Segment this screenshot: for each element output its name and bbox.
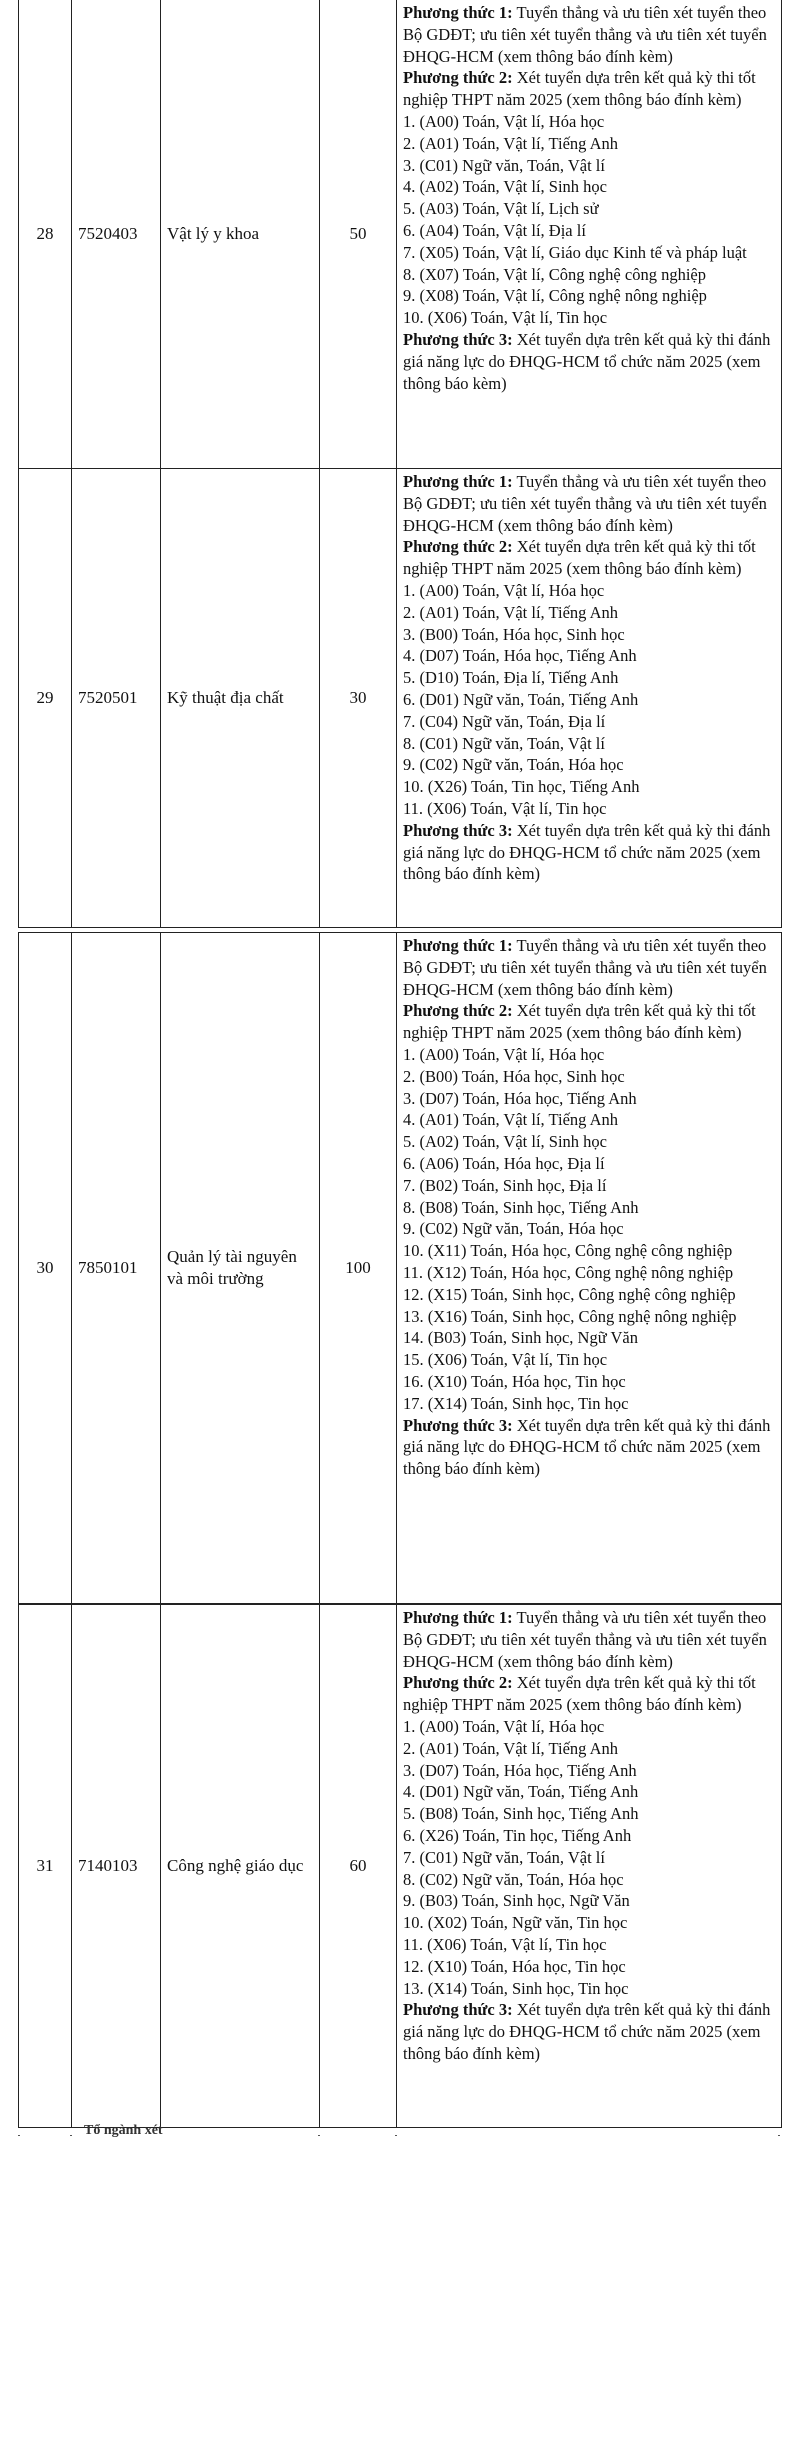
- next-row-fragment-text: Tổ ngành xét: [84, 2123, 163, 2138]
- admission-method-label: Phương thức 3:: [403, 1415, 513, 1435]
- admission-method-text: Xét tuyển dựa trên kết quả kỳ thi đánh giá năng lực do ĐHQG-HCM tổ chức năm 2025 (xem thông báo đính kèm): [403, 1415, 771, 1479]
- row-quota: 50: [349, 224, 367, 243]
- admission-method-text: Xét tuyển dựa trên kết quả kỳ thi tốt nghiệp THPT năm 2025 (xem thông báo đính kèm): [403, 537, 756, 579]
- subject-combination-item: 8. (X07) Toán, Vật lí, Công nghệ công nghiệp: [403, 264, 706, 284]
- admission-method-text: Xét tuyển dựa trên kết quả kỳ thi đánh giá năng lực do ĐHQG-HCM tổ chức năm 2025 (xem thông báo kèm): [403, 329, 771, 393]
- admission-method-label: Phương thức 3:: [403, 820, 513, 840]
- subject-combination-item: 4. (D07) Toán, Hóa học, Tiếng Anh: [403, 646, 637, 666]
- subject-combination-item: 13. (X16) Toán, Sinh học, Công nghệ nông nghiệp: [403, 1306, 737, 1326]
- subject-combination-item: 1. (A00) Toán, Vật lí, Hóa học: [403, 1044, 605, 1064]
- subject-combination-item: 5. (D10) Toán, Địa lí, Tiếng Anh: [403, 668, 619, 688]
- admission-method-item: [403, 1607, 775, 1672]
- row-admission-methods: [397, 0, 781, 468]
- subject-combination-item: 6. (A04) Toán, Vật lí, Địa lí: [403, 220, 586, 240]
- admission-method-text: Tuyển thẳng và ưu tiên xét tuyển theo Bộ GDĐT; ưu tiên xét tuyển thẳng và ưu tiên xét tuyển ĐHQG-HCM (xem thông báo đính kèm): [403, 936, 767, 999]
- subject-combination-item: 6. (A06) Toán, Hóa học, Địa lí: [403, 1153, 605, 1173]
- subject-combination-item: 4. (A01) Toán, Vật lí, Tiếng Anh: [403, 1110, 619, 1130]
- subject-combination-item: 5. (A02) Toán, Vật lí, Sinh học: [403, 1132, 608, 1152]
- row-stt: 29: [36, 688, 54, 707]
- admission-method-label: Phương thức 2:: [403, 68, 513, 88]
- subject-combination-item: 9. (C02) Ngữ văn, Toán, Hóa học: [403, 755, 624, 775]
- subject-combination-item: 2. (A01) Toán, Vật lí, Tiếng Anh: [403, 602, 619, 622]
- subject-combination-item: 7. (B02) Toán, Sinh học, Địa lí: [403, 1175, 607, 1195]
- table-block-row-29: [18, 468, 782, 928]
- admission-method-item: [403, 2, 775, 67]
- row-stt: 28: [36, 224, 54, 243]
- admission-method-item: [403, 1000, 775, 1044]
- admission-method-text: Tuyển thẳng và ưu tiên xét tuyển theo Bộ GDĐT; ưu tiên xét tuyển thẳng và ưu tiên xét tuyển ĐHQG-HCM (xem thông báo đính kèm): [403, 1608, 767, 1671]
- row-major-code: 7520501: [78, 688, 138, 707]
- subject-combination-item: 14. (B03) Toán, Sinh học, Ngữ Văn: [403, 1328, 638, 1348]
- subject-combination-item: 4. (D01) Ngữ văn, Toán, Tiếng Anh: [403, 1782, 639, 1802]
- subject-combination-item: 15. (X06) Toán, Vật lí, Tin học: [403, 1350, 608, 1370]
- admission-method-text: Xét tuyển dựa trên kết quả kỳ thi đánh giá năng lực do ĐHQG-HCM tổ chức năm 2025 (xem thông báo đính kèm): [403, 2000, 771, 2063]
- row-major-name: Vật lý y khoa: [167, 224, 260, 243]
- subject-combination-item: 8. (C01) Ngữ văn, Toán, Vật lí: [403, 733, 605, 753]
- admission-method-item: [403, 1999, 775, 2064]
- admission-method-text: Tuyển thẳng và ưu tiên xét tuyển theo Bộ GDĐT; ưu tiên xét tuyển thẳng và ưu tiên xét tuyển ĐHQG-HCM (xem thông báo đính kèm): [403, 472, 767, 535]
- row-major-code: 7140103: [78, 1856, 138, 1875]
- row-admission-methods: [397, 933, 781, 1603]
- row-quota: 100: [345, 1258, 371, 1277]
- admission-method-item: [403, 935, 775, 1000]
- row-stt: 30: [36, 1258, 54, 1277]
- subject-combination-item: 10. (X11) Toán, Hóa học, Công nghệ công nghiệp: [403, 1241, 733, 1261]
- subject-combination-item: 3. (B00) Toán, Hóa học, Sinh học: [403, 624, 625, 644]
- admission-method-item: [403, 536, 775, 580]
- subject-combination-item: 3. (D07) Toán, Hóa học, Tiếng Anh: [403, 1760, 637, 1780]
- subject-combination-item: 9. (C02) Ngữ văn, Toán, Hóa học: [403, 1219, 624, 1239]
- subject-combination-item: 9. (B03) Toán, Sinh học, Ngữ Văn: [403, 1891, 630, 1911]
- subject-combination-item: 11. (X12) Toán, Hóa học, Công nghệ nông nghiệp: [403, 1262, 734, 1282]
- admission-method-text: Xét tuyển dựa trên kết quả kỳ thi tốt nghiệp THPT năm 2025 (xem thông báo đính kèm): [403, 68, 756, 110]
- subject-combination-item: 10. (X26) Toán, Tin học, Tiếng Anh: [403, 777, 640, 797]
- row-major-name: Quản lý tài nguyên và môi trường: [167, 1247, 297, 1288]
- admission-method-text: Xét tuyển dựa trên kết quả kỳ thi tốt nghiệp THPT năm 2025 (xem thông báo đính kèm): [403, 1673, 756, 1715]
- admission-method-label: Phương thức 3:: [403, 2000, 513, 2020]
- row-stt: 31: [36, 1856, 54, 1875]
- subject-combination-item: 11. (X06) Toán, Vật lí, Tin học: [403, 798, 607, 818]
- subject-combination-item: 8. (C02) Ngữ văn, Toán, Hóa học: [403, 1869, 624, 1889]
- admission-method-item: [403, 1415, 775, 1480]
- admission-method-item: [403, 329, 775, 394]
- subject-combination-item: 2. (A01) Toán, Vật lí, Tiếng Anh: [403, 133, 619, 153]
- subject-combination-item: 3. (C01) Ngữ văn, Toán, Vật lí: [403, 155, 605, 175]
- admission-method-text: Tuyển thẳng và ưu tiên xét tuyển theo Bộ GDĐT; ưu tiên xét tuyển thẳng và ưu tiên xét tuyển ĐHQG-HCM (xem thông báo đính kèm): [403, 3, 767, 66]
- subject-combination-item: 4. (A02) Toán, Vật lí, Sinh học: [403, 177, 608, 197]
- subject-combination-item: 12. (X10) Toán, Hóa học, Tin học: [403, 1956, 626, 1976]
- admission-method-item: [403, 67, 775, 111]
- subject-combination-item: 7. (C01) Ngữ văn, Toán, Vật lí: [403, 1847, 605, 1867]
- admission-method-text: Xét tuyển dựa trên kết quả kỳ thi đánh giá năng lực do ĐHQG-HCM tổ chức năm 2025 (xem thông báo đính kèm): [403, 820, 771, 884]
- subject-combination-item: 11. (X06) Toán, Vật lí, Tin học: [403, 1934, 607, 1954]
- next-row-fragment: [18, 2123, 782, 2140]
- subject-combination-item: 6. (D01) Ngữ văn, Toán, Tiếng Anh: [403, 689, 639, 709]
- subject-combination-item: 16. (X10) Toán, Hóa học, Tin học: [403, 1371, 626, 1391]
- admission-method-item: [403, 820, 775, 885]
- subject-combination-item: 5. (A03) Toán, Vật lí, Lịch sử: [403, 199, 599, 219]
- subject-combination-item: 9. (X08) Toán, Vật lí, Công nghệ nông nghiệp: [403, 286, 707, 306]
- subject-combination-item: 13. (X14) Toán, Sinh học, Tin học: [403, 1978, 629, 1998]
- subject-combination-item: 10. (X06) Toán, Vật lí, Tin học: [403, 308, 608, 328]
- admission-method-label: Phương thức 1:: [403, 1608, 513, 1627]
- subject-combination-item: 7. (X05) Toán, Vật lí, Giáo dục Kinh tế và pháp luật: [403, 242, 747, 262]
- admission-method-label: Phương thức 3:: [403, 329, 513, 349]
- subject-combination-item: 10. (X02) Toán, Ngữ văn, Tin học: [403, 1913, 628, 1933]
- subject-combination-item: 12. (X15) Toán, Sinh học, Công nghệ công nghiệp: [403, 1284, 736, 1304]
- admission-method-label: Phương thức 1:: [403, 472, 513, 491]
- admission-method-item: [403, 1672, 775, 1716]
- admission-method-label: Phương thức 2:: [403, 1001, 513, 1021]
- subject-combination-item: 8. (B08) Toán, Sinh học, Tiếng Anh: [403, 1197, 639, 1217]
- admission-method-text: Xét tuyển dựa trên kết quả kỳ thi tốt nghiệp THPT năm 2025 (xem thông báo đính kèm): [403, 1001, 756, 1043]
- subject-combination-item: 1. (A00) Toán, Vật lí, Hóa học: [403, 1716, 605, 1736]
- row-quota: 30: [349, 688, 367, 707]
- table-block-row-31: [18, 1604, 782, 2128]
- subject-combination-item: 2. (A01) Toán, Vật lí, Tiếng Anh: [403, 1738, 619, 1758]
- row-major-name: Công nghệ giáo dục: [167, 1856, 304, 1875]
- row-admission-methods: [397, 1605, 781, 2127]
- row-major-code: 7520403: [78, 224, 138, 243]
- admission-method-item: [403, 471, 775, 536]
- row-major-name: Kỹ thuật địa chất: [167, 688, 284, 707]
- subject-combination-item: 2. (B00) Toán, Hóa học, Sinh học: [403, 1066, 625, 1086]
- admission-method-label: Phương thức 2:: [403, 537, 513, 557]
- table-block-row-28: [18, 0, 782, 469]
- subject-combination-item: 6. (X26) Toán, Tin học, Tiếng Anh: [403, 1825, 632, 1845]
- subject-combination-item: 17. (X14) Toán, Sinh học, Tin học: [403, 1393, 629, 1413]
- subject-combination-item: 1. (A00) Toán, Vật lí, Hóa học: [403, 111, 605, 131]
- row-major-code: 7850101: [78, 1258, 138, 1277]
- table-block-row-30: [18, 932, 782, 1604]
- admission-method-label: Phương thức 2:: [403, 1673, 513, 1693]
- subject-combination-item: 1. (A00) Toán, Vật lí, Hóa học: [403, 580, 605, 600]
- admission-method-label: Phương thức 1:: [403, 936, 513, 955]
- subject-combination-item: 5. (B08) Toán, Sinh học, Tiếng Anh: [403, 1804, 639, 1824]
- admission-method-label: Phương thức 1:: [403, 3, 513, 22]
- subject-combination-item: 7. (C04) Ngữ văn, Toán, Địa lí: [403, 711, 606, 731]
- row-quota: 60: [349, 1856, 367, 1875]
- subject-combination-item: 3. (D07) Toán, Hóa học, Tiếng Anh: [403, 1088, 637, 1108]
- row-admission-methods: [397, 469, 781, 927]
